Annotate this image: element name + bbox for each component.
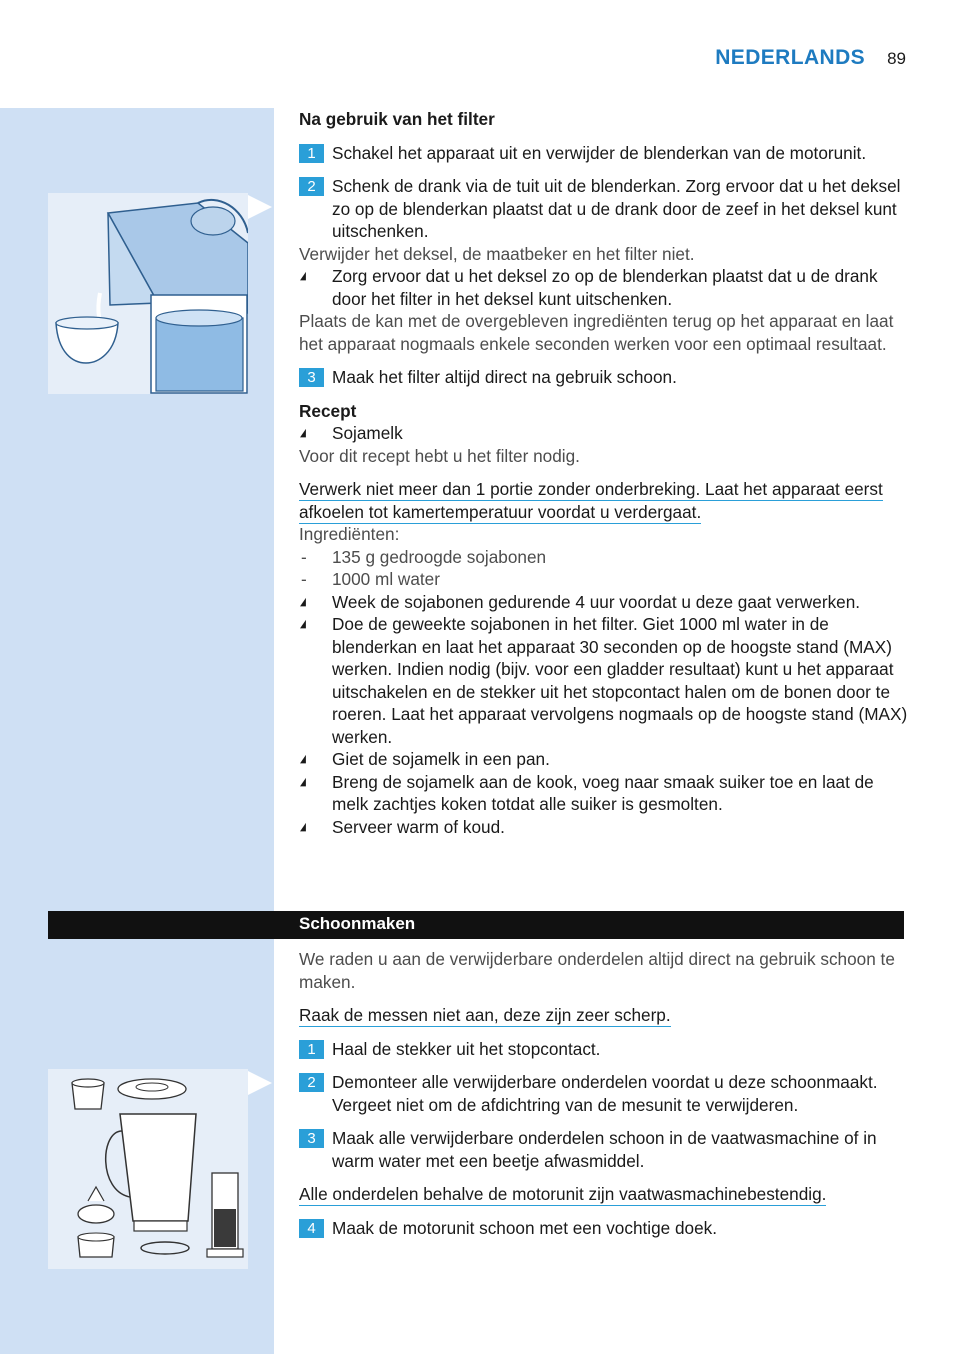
language-label: NEDERLANDS <box>715 46 866 69</box>
bullet-text: Zorg ervoor dat u het deksel zo op de blenderkan plaatst dat u de drank door het filter in het deksel kunt uitschenken. <box>332 266 878 309</box>
dash-icon: - <box>301 546 307 567</box>
bullet-item <box>299 816 911 839</box>
bullet-item <box>299 422 911 445</box>
note-text: Voor dit recept hebt u het filter nodig. <box>299 445 580 466</box>
step-number: 2 <box>299 177 324 196</box>
dash-icon: - <box>301 569 307 589</box>
bullet-icon: ◢ <box>300 820 306 833</box>
bullet-text: Giet de sojamelk in een pan. <box>332 749 550 769</box>
note-text: Plaats de kan met de overgebleven ingrediënten terug op het apparaat en laat het apparaat nogmaals enkele seconden werken voor een optimaal resultaat. <box>299 311 894 354</box>
step-item <box>299 1071 911 1116</box>
section-title-recipe: Recept <box>299 400 357 421</box>
step-text: Schakel het apparaat uit en verwijder de blenderkan van de motorunit. <box>332 142 867 163</box>
ingredient-item <box>299 568 911 591</box>
bullet-text: Serveer warm of koud. <box>332 816 505 837</box>
ingredient-text: 1000 ml water <box>332 569 440 589</box>
section-band-cleaning <box>48 911 904 939</box>
bullet-item <box>299 771 911 816</box>
bullet-text: Week de sojabonen gedurende 4 uur voordat u deze gaat verwerken. <box>332 591 861 612</box>
bullet-item <box>299 613 911 748</box>
page-number: 89 <box>887 49 906 68</box>
section-title-cleaning: Schoonmaken <box>299 914 416 933</box>
step-item <box>299 366 911 389</box>
content-column-bottom <box>299 948 911 1239</box>
step-number: 3 <box>299 368 324 387</box>
step-number: 3 <box>299 1129 324 1148</box>
bullet-icon: ◢ <box>300 753 306 765</box>
content-column-top <box>299 108 911 838</box>
step-text: Demonteer alle verwijderbare onderdelen voordat u deze schoonmaakt. Vergeet niet om de afdichtring van de mesunit te verwijderen. <box>332 1072 878 1115</box>
step-text: Haal de stekker uit het stopcontact. <box>332 1038 601 1059</box>
page-header <box>715 46 906 70</box>
step-text: Maak alle verwijderbare onderdelen schoon in de vaatwasmachine of in warm water met een beetje afwasmiddel. <box>332 1128 877 1171</box>
bullet-icon: ◢ <box>300 427 306 439</box>
section-title-filter: Na gebruik van het filter <box>299 109 495 129</box>
bullet-icon: ◢ <box>300 618 306 630</box>
step-item <box>299 1038 911 1061</box>
bullet-text: Breng de sojamelk aan de kook, voeg naar smaak suiker toe en laat de melk zachtjes koken totdat alle suiker is gesmolten. <box>332 771 874 814</box>
step-item <box>299 175 911 243</box>
note-text: Alle onderdelen behalve de motorunit zijn vaatwasmachinebestendig. <box>299 1184 827 1204</box>
blender-parts-icon <box>48 1069 248 1269</box>
warning-paragraph <box>299 1004 911 1027</box>
step-number: 2 <box>299 1073 324 1092</box>
step-number: 1 <box>299 1040 324 1059</box>
illustration-pointer <box>248 195 272 219</box>
bullet-icon: ◢ <box>300 775 306 788</box>
ingredients-label: Ingrediënten: <box>299 524 400 544</box>
warning-paragraph <box>299 478 911 523</box>
step-text: Schenk de drank via de tuit uit de blenderkan. Zorg ervoor dat u het deksel zo op de blenderkan plaatst dat u de drank door de zeef in het deksel kunt uitschenken. <box>332 176 901 241</box>
bullet-icon: ◢ <box>300 595 306 608</box>
blender-pouring-icon <box>48 193 248 394</box>
warning-text: Verwerk niet meer dan 1 portie zonder onderbreking. Laat het apparaat eerst afkoelen tot kamertemperatuur voordat u verdergaat. <box>299 479 883 522</box>
step-item <box>299 142 911 165</box>
step-text: Maak het filter altijd direct na gebruik schoon. <box>332 367 677 387</box>
step-item <box>299 1127 911 1172</box>
bullet-item <box>299 591 911 614</box>
recipe-name: Sojamelk <box>332 423 403 443</box>
illustration-pointer <box>248 1071 272 1095</box>
intro-text: We raden u aan de verwijderbare onderdelen altijd direct na gebruik schoon te maken. <box>299 949 895 992</box>
step-number: 4 <box>299 1219 324 1238</box>
bullet-icon: ◢ <box>300 270 306 282</box>
note-text: Verwijder het deksel, de maatbeker en het filter niet. <box>299 243 695 264</box>
pouring-illustration <box>48 193 248 394</box>
ingredient-text: 135 g gedroogde sojabonen <box>332 546 547 567</box>
ingredient-item <box>299 546 911 569</box>
bullet-item <box>299 748 911 771</box>
bullet-text: Doe de geweekte sojabonen in het filter. Giet 1000 ml water in de blenderkan en laat het apparaat 30 seconden op de hoogste stand (MAX) werken. Indien nodig (bijv. voor een gladder resultaat) kunt u het apparaat uitschakelen en de stekker uit het stopcontact halen om de bonen door te roeren. Laat het apparaat vervolgens nogmaals op de hoogste stand (MAX) werken. <box>332 614 908 747</box>
bullet-item <box>299 265 911 310</box>
warning-paragraph <box>299 1183 911 1206</box>
parts-illustration <box>48 1069 248 1269</box>
step-item <box>299 1217 911 1240</box>
warning-text: Raak de messen niet aan, deze zijn zeer scherp. <box>299 1005 671 1025</box>
step-number: 1 <box>299 144 324 163</box>
step-text: Maak de motorunit schoon met een vochtige doek. <box>332 1217 718 1238</box>
